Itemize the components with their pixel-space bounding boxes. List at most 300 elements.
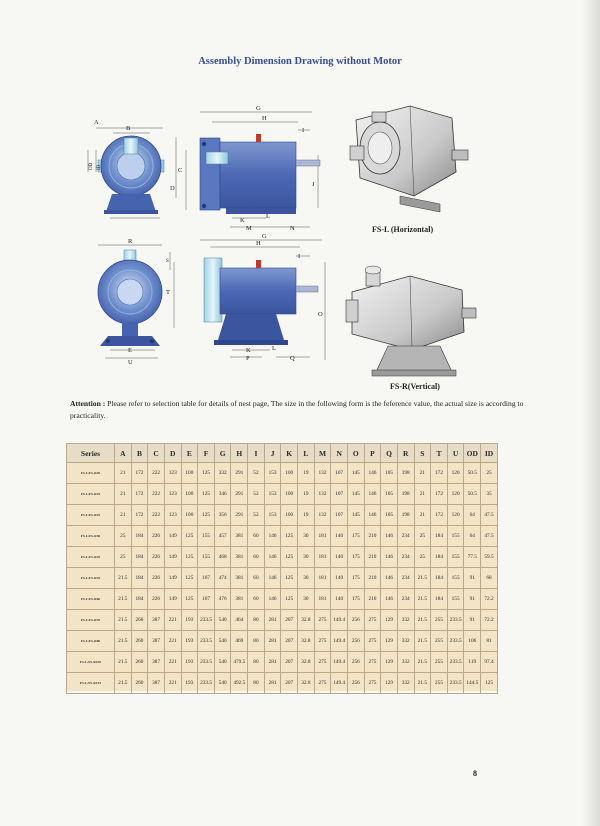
dim-label-s: S xyxy=(166,259,169,264)
table-cell: 207 xyxy=(281,610,298,631)
table-cell: 25 xyxy=(414,547,431,568)
table-cell: 129 xyxy=(381,652,398,673)
table-cell: 21.5 xyxy=(115,631,132,652)
table-cell: 233.5 xyxy=(447,673,464,694)
table-cell: 332 xyxy=(214,463,231,484)
table-cell: 234 xyxy=(397,526,414,547)
table-cell: 60 xyxy=(248,568,265,589)
table-cell: 181 xyxy=(314,589,331,610)
table-cell: 50.5 xyxy=(464,463,481,484)
dim-label-c: C xyxy=(178,167,183,174)
side-view-vertical xyxy=(204,258,318,345)
dimension-table-container xyxy=(66,443,498,691)
table-cell: 140 xyxy=(331,568,348,589)
table-cell: 52 xyxy=(248,484,265,505)
table-cell: 149.4 xyxy=(331,673,348,694)
table-cell: 60 xyxy=(248,526,265,547)
table-row xyxy=(67,652,498,673)
table-cell: 32.8 xyxy=(298,610,315,631)
table-cell: 100 xyxy=(181,484,198,505)
front-view-horizontal xyxy=(98,136,164,214)
dim-label-n: N xyxy=(290,225,295,232)
table-cell: 260 xyxy=(131,610,148,631)
table-cell: 464 xyxy=(231,610,248,631)
table-cell: 221 xyxy=(164,631,181,652)
table-cell: 346 xyxy=(214,484,231,505)
dim-label-l: L xyxy=(266,213,270,220)
table-cell: 155 xyxy=(447,589,464,610)
table-cell: 181 xyxy=(314,568,331,589)
table-cell: 233.5 xyxy=(447,610,464,631)
page-title: Assembly Dimension Drawing without Motor xyxy=(198,56,402,67)
table-cell: 474 xyxy=(214,568,231,589)
table-cell: 64 xyxy=(464,526,481,547)
dim-label-b: B xyxy=(126,125,131,132)
table-cell: 457 xyxy=(214,526,231,547)
table-cell: 184 xyxy=(131,568,148,589)
table-cell: 198 xyxy=(397,463,414,484)
column-header: H xyxy=(231,444,248,463)
table-cell: 275 xyxy=(364,631,381,652)
table-cell: 125 xyxy=(181,526,198,547)
table-cell: 80 xyxy=(248,610,265,631)
column-header: S xyxy=(414,444,431,463)
table-cell: 175 xyxy=(347,547,364,568)
table-cell: 21 xyxy=(414,463,431,484)
table-row xyxy=(67,484,498,505)
table-cell: 72.2 xyxy=(481,589,498,610)
table-cell: 198 xyxy=(397,484,414,505)
table-cell: 226 xyxy=(148,568,165,589)
table-cell: 146 xyxy=(364,463,381,484)
table-cell: 21.5 xyxy=(414,631,431,652)
table-cell: 52 xyxy=(248,463,265,484)
column-header: P xyxy=(364,444,381,463)
column-header: OD xyxy=(464,444,481,463)
table-cell: 275 xyxy=(364,652,381,673)
table-cell: 146 xyxy=(264,526,281,547)
table-cell: 21.5 xyxy=(115,568,132,589)
column-header: O xyxy=(347,444,364,463)
table-cell: 332 xyxy=(397,673,414,694)
table-cell: 207 xyxy=(281,631,298,652)
table-cell: 21 xyxy=(115,484,132,505)
table-cell: 540 xyxy=(214,610,231,631)
table-cell: 172 xyxy=(431,484,448,505)
table-cell: 149.4 xyxy=(331,652,348,673)
dim-label-u: U xyxy=(128,359,133,366)
table-cell: 35 xyxy=(481,484,498,505)
table-cell: 207 xyxy=(281,673,298,694)
side-view-horizontal xyxy=(200,134,320,214)
table-cell: 125 xyxy=(181,589,198,610)
series-cell: FS-L/FS-R125 xyxy=(67,673,115,694)
table-cell: 47.5 xyxy=(481,526,498,547)
dim-label-k2: K xyxy=(246,347,251,354)
table-cell: 233.5 xyxy=(198,631,215,652)
table-cell: 469 xyxy=(231,631,248,652)
table-cell: 30 xyxy=(298,589,315,610)
dim-label-h: H xyxy=(262,115,267,122)
table-cell: 132 xyxy=(314,484,331,505)
table-cell: 275 xyxy=(314,673,331,694)
table-row xyxy=(67,547,498,568)
table-body xyxy=(67,463,498,694)
table-cell: 77.5 xyxy=(464,547,481,568)
table-cell: 222 xyxy=(148,484,165,505)
table-cell: 193 xyxy=(181,673,198,694)
table-cell: 123 xyxy=(164,484,181,505)
table-cell: 476 xyxy=(214,589,231,610)
table-cell: 275 xyxy=(364,673,381,694)
table-cell: 68 xyxy=(481,568,498,589)
dimension-table xyxy=(66,443,498,694)
table-cell: 184 xyxy=(131,589,148,610)
table-cell: 125 xyxy=(181,568,198,589)
table-cell: 146 xyxy=(381,589,398,610)
table-cell: 30 xyxy=(298,547,315,568)
table-cell: 181 xyxy=(314,526,331,547)
table-cell: 260 xyxy=(131,652,148,673)
table-cell: 233.5 xyxy=(198,673,215,694)
dim-label-id: ID xyxy=(97,164,102,170)
table-cell: 255 xyxy=(431,652,448,673)
table-cell: 332 xyxy=(397,652,414,673)
dim-label-r: R xyxy=(128,238,133,245)
table-cell: 125 xyxy=(281,547,298,568)
table-cell: 21 xyxy=(115,505,132,526)
table-cell: 21 xyxy=(414,484,431,505)
table-cell: 210 xyxy=(364,547,381,568)
table-cell: 153 xyxy=(264,484,281,505)
table-cell: 260 xyxy=(131,631,148,652)
table-cell: 281 xyxy=(264,673,281,694)
dim-label-l2: L xyxy=(272,345,276,352)
table-cell: 146 xyxy=(264,589,281,610)
table-cell: 233.5 xyxy=(198,652,215,673)
table-cell: 25 xyxy=(115,547,132,568)
dim-label-o: O xyxy=(318,311,323,318)
dim-label-g: G xyxy=(256,105,261,112)
column-header: C xyxy=(148,444,165,463)
table-cell: 233.5 xyxy=(198,610,215,631)
column-header: N xyxy=(331,444,348,463)
table-cell: 125 xyxy=(281,526,298,547)
page-edge-shadow xyxy=(582,0,600,826)
table-cell: 492.5 xyxy=(231,673,248,694)
table-cell: 105 xyxy=(381,484,398,505)
table-cell: 153 xyxy=(264,463,281,484)
table-cell: 21.5 xyxy=(414,589,431,610)
table-cell: 125 xyxy=(198,463,215,484)
table-cell: 226 xyxy=(148,526,165,547)
table-cell: 221 xyxy=(164,610,181,631)
table-cell: 381 xyxy=(231,568,248,589)
caption-vertical: FS-R(Vertical) xyxy=(390,382,440,391)
table-cell: 275 xyxy=(314,631,331,652)
page-number: 8 xyxy=(473,769,477,778)
table-cell: 105 xyxy=(381,505,398,526)
table-cell: 91 xyxy=(464,568,481,589)
table-cell: 149.4 xyxy=(331,610,348,631)
table-cell: 47.5 xyxy=(481,505,498,526)
dim-label-m: M xyxy=(246,225,252,232)
table-cell: 234 xyxy=(397,547,414,568)
table-cell: 234 xyxy=(397,589,414,610)
table-cell: 184 xyxy=(431,526,448,547)
series-cell: FS-L/FS-R70 xyxy=(67,610,115,631)
table-cell: 332 xyxy=(397,610,414,631)
column-header: T xyxy=(431,444,448,463)
table-cell: 107 xyxy=(331,484,348,505)
table-cell: 172 xyxy=(131,505,148,526)
table-cell: 21.5 xyxy=(414,673,431,694)
table-cell: 100 xyxy=(181,463,198,484)
table-cell: 275 xyxy=(314,652,331,673)
table-cell: 21.5 xyxy=(414,568,431,589)
table-cell: 100 xyxy=(281,484,298,505)
table-cell: 19 xyxy=(298,505,315,526)
attention-note xyxy=(70,398,540,422)
table-cell: 59.5 xyxy=(481,547,498,568)
series-cell: FS-L/FS-R35 xyxy=(67,547,115,568)
table-cell: 381 xyxy=(231,589,248,610)
table-cell: 21.5 xyxy=(115,610,132,631)
table-cell: 125 xyxy=(481,673,498,694)
table-cell: 140 xyxy=(331,526,348,547)
table-cell: 50.5 xyxy=(464,484,481,505)
table-cell: 19 xyxy=(298,463,315,484)
table-cell: 291 xyxy=(231,463,248,484)
table-row xyxy=(67,631,498,652)
table-row xyxy=(67,610,498,631)
dim-label-d: D xyxy=(170,185,175,192)
table-cell: 155 xyxy=(198,526,215,547)
dim-label-h2: H xyxy=(256,240,261,247)
column-header: Q xyxy=(381,444,398,463)
table-cell: 91 xyxy=(464,610,481,631)
table-cell: 172 xyxy=(431,505,448,526)
table-cell: 155 xyxy=(447,547,464,568)
table-cell: 100 xyxy=(281,505,298,526)
table-cell: 81 xyxy=(481,631,498,652)
iso-view-vertical xyxy=(346,266,476,376)
table-cell: 256 xyxy=(347,673,364,694)
table-cell: 291 xyxy=(231,505,248,526)
series-cell: FS-L/FS-R60 xyxy=(67,589,115,610)
table-cell: 52 xyxy=(248,505,265,526)
table-cell: 125 xyxy=(281,568,298,589)
table-cell: 153 xyxy=(264,505,281,526)
dim-label-i2: I xyxy=(298,253,301,260)
table-cell: 72.2 xyxy=(481,610,498,631)
table-cell: 32.8 xyxy=(298,631,315,652)
table-header xyxy=(67,444,498,463)
column-header: E xyxy=(181,444,198,463)
dim-label-od: OD xyxy=(89,162,94,170)
table-cell: 291 xyxy=(231,484,248,505)
table-cell: 281 xyxy=(264,631,281,652)
table-cell: 32.8 xyxy=(298,673,315,694)
table-cell: 540 xyxy=(214,673,231,694)
table-cell: 105 xyxy=(381,463,398,484)
table-cell: 193 xyxy=(181,631,198,652)
attention-lead: Attention : xyxy=(70,399,106,408)
table-cell: 155 xyxy=(198,547,215,568)
table-cell: 144.5 xyxy=(464,673,481,694)
table-row xyxy=(67,589,498,610)
table-cell: 21 xyxy=(414,505,431,526)
table-cell: 275 xyxy=(364,610,381,631)
dim-label-g2: G xyxy=(262,233,267,240)
table-cell: 479.5 xyxy=(231,652,248,673)
table-cell: 255 xyxy=(431,673,448,694)
series-cell: FS-L/FS-R25 xyxy=(67,505,115,526)
table-cell: 222 xyxy=(148,463,165,484)
table-cell: 149.4 xyxy=(331,631,348,652)
table-row xyxy=(67,526,498,547)
table-cell: 91 xyxy=(464,589,481,610)
dim-label-t: T xyxy=(166,289,170,296)
iso-view-horizontal xyxy=(350,106,468,212)
table-cell: 226 xyxy=(148,547,165,568)
table-row xyxy=(67,505,498,526)
table-cell: 21.5 xyxy=(414,610,431,631)
table-cell: 184 xyxy=(131,547,148,568)
table-cell: 21.5 xyxy=(115,652,132,673)
table-cell: 146 xyxy=(381,526,398,547)
table-cell: 125 xyxy=(181,547,198,568)
table-cell: 540 xyxy=(214,652,231,673)
table-cell: 125 xyxy=(198,505,215,526)
dim-label-i: I xyxy=(302,127,305,134)
table-cell: 381 xyxy=(231,526,248,547)
front-view-vertical xyxy=(98,250,162,346)
table-cell: 32.8 xyxy=(298,652,315,673)
table-cell: 140 xyxy=(331,547,348,568)
table-cell: 60 xyxy=(248,547,265,568)
table-cell: 210 xyxy=(364,589,381,610)
column-header: D xyxy=(164,444,181,463)
table-cell: 106 xyxy=(464,631,481,652)
table-cell: 100 xyxy=(181,505,198,526)
dim-label-k: K xyxy=(240,217,245,224)
table-cell: 129 xyxy=(381,631,398,652)
column-header: A xyxy=(115,444,132,463)
series-cell: FS-L/FS-R25 xyxy=(67,484,115,505)
table-cell: 146 xyxy=(264,547,281,568)
table-cell: 387 xyxy=(148,652,165,673)
table-row xyxy=(67,568,498,589)
series-cell: FS-L/FS-R100 xyxy=(67,652,115,673)
column-header: G xyxy=(214,444,231,463)
table-cell: 146 xyxy=(364,484,381,505)
table-cell: 132 xyxy=(314,463,331,484)
table-cell: 146 xyxy=(264,568,281,589)
table-cell: 145 xyxy=(347,484,364,505)
table-cell: 149 xyxy=(164,547,181,568)
table-cell: 107 xyxy=(331,505,348,526)
attention-text: Please refer to selection table for details of nest page, The size in the following form is the feference value, the actual size is according to practicality. xyxy=(70,399,524,420)
table-cell: 281 xyxy=(264,610,281,631)
column-header: B xyxy=(131,444,148,463)
table-cell: 129 xyxy=(381,610,398,631)
table-cell: 210 xyxy=(364,526,381,547)
table-cell: 256 xyxy=(347,652,364,673)
table-cell: 172 xyxy=(431,463,448,484)
table-cell: 19 xyxy=(298,484,315,505)
dim-label-j: J xyxy=(312,181,315,188)
table-cell: 193 xyxy=(181,610,198,631)
table-cell: 30 xyxy=(298,568,315,589)
table-cell: 145 xyxy=(347,463,364,484)
table-cell: 172 xyxy=(131,484,148,505)
table-cell: 167 xyxy=(198,568,215,589)
table-cell: 123 xyxy=(164,463,181,484)
series-cell: FS-L/FS-R35 xyxy=(67,568,115,589)
table-cell: 120 xyxy=(447,463,464,484)
table-cell: 233.5 xyxy=(447,631,464,652)
table-cell: 146 xyxy=(381,568,398,589)
table-cell: 146 xyxy=(381,547,398,568)
table-cell: 281 xyxy=(264,652,281,673)
table-cell: 120 xyxy=(447,505,464,526)
table-cell: 255 xyxy=(431,610,448,631)
dimension-drawing xyxy=(0,0,600,400)
table-cell: 184 xyxy=(431,547,448,568)
table-cell: 255 xyxy=(431,631,448,652)
dim-label-a: A xyxy=(94,119,99,126)
column-header: Series xyxy=(67,444,115,463)
column-header: J xyxy=(264,444,281,463)
table-cell: 21.5 xyxy=(115,589,132,610)
table-cell: 256 xyxy=(347,610,364,631)
table-cell: 175 xyxy=(347,589,364,610)
table-cell: 125 xyxy=(198,484,215,505)
table-cell: 226 xyxy=(148,589,165,610)
table-cell: 145 xyxy=(347,505,364,526)
column-header: U xyxy=(447,444,464,463)
table-cell: 146 xyxy=(364,505,381,526)
table-cell: 149 xyxy=(164,526,181,547)
table-cell: 21 xyxy=(115,463,132,484)
table-cell: 210 xyxy=(364,568,381,589)
table-cell: 30 xyxy=(298,526,315,547)
table-cell: 387 xyxy=(148,631,165,652)
column-header: M xyxy=(314,444,331,463)
table-cell: 155 xyxy=(447,568,464,589)
dim-label-e: E xyxy=(128,347,132,354)
table-cell: 256 xyxy=(347,631,364,652)
table-cell: 207 xyxy=(281,652,298,673)
table-cell: 221 xyxy=(164,673,181,694)
table-cell: 540 xyxy=(214,631,231,652)
table-cell: 155 xyxy=(447,526,464,547)
table-cell: 25 xyxy=(481,463,498,484)
table-cell: 221 xyxy=(164,652,181,673)
table-cell: 184 xyxy=(131,526,148,547)
table-cell: 275 xyxy=(314,610,331,631)
table-cell: 172 xyxy=(131,463,148,484)
table-cell: 193 xyxy=(181,652,198,673)
dim-label-q: Q xyxy=(290,355,295,362)
table-cell: 260 xyxy=(131,673,148,694)
dim-label-p: P xyxy=(246,355,250,362)
column-header: L xyxy=(298,444,315,463)
table-cell: 175 xyxy=(347,568,364,589)
table-cell: 80 xyxy=(248,631,265,652)
table-cell: 234 xyxy=(397,568,414,589)
